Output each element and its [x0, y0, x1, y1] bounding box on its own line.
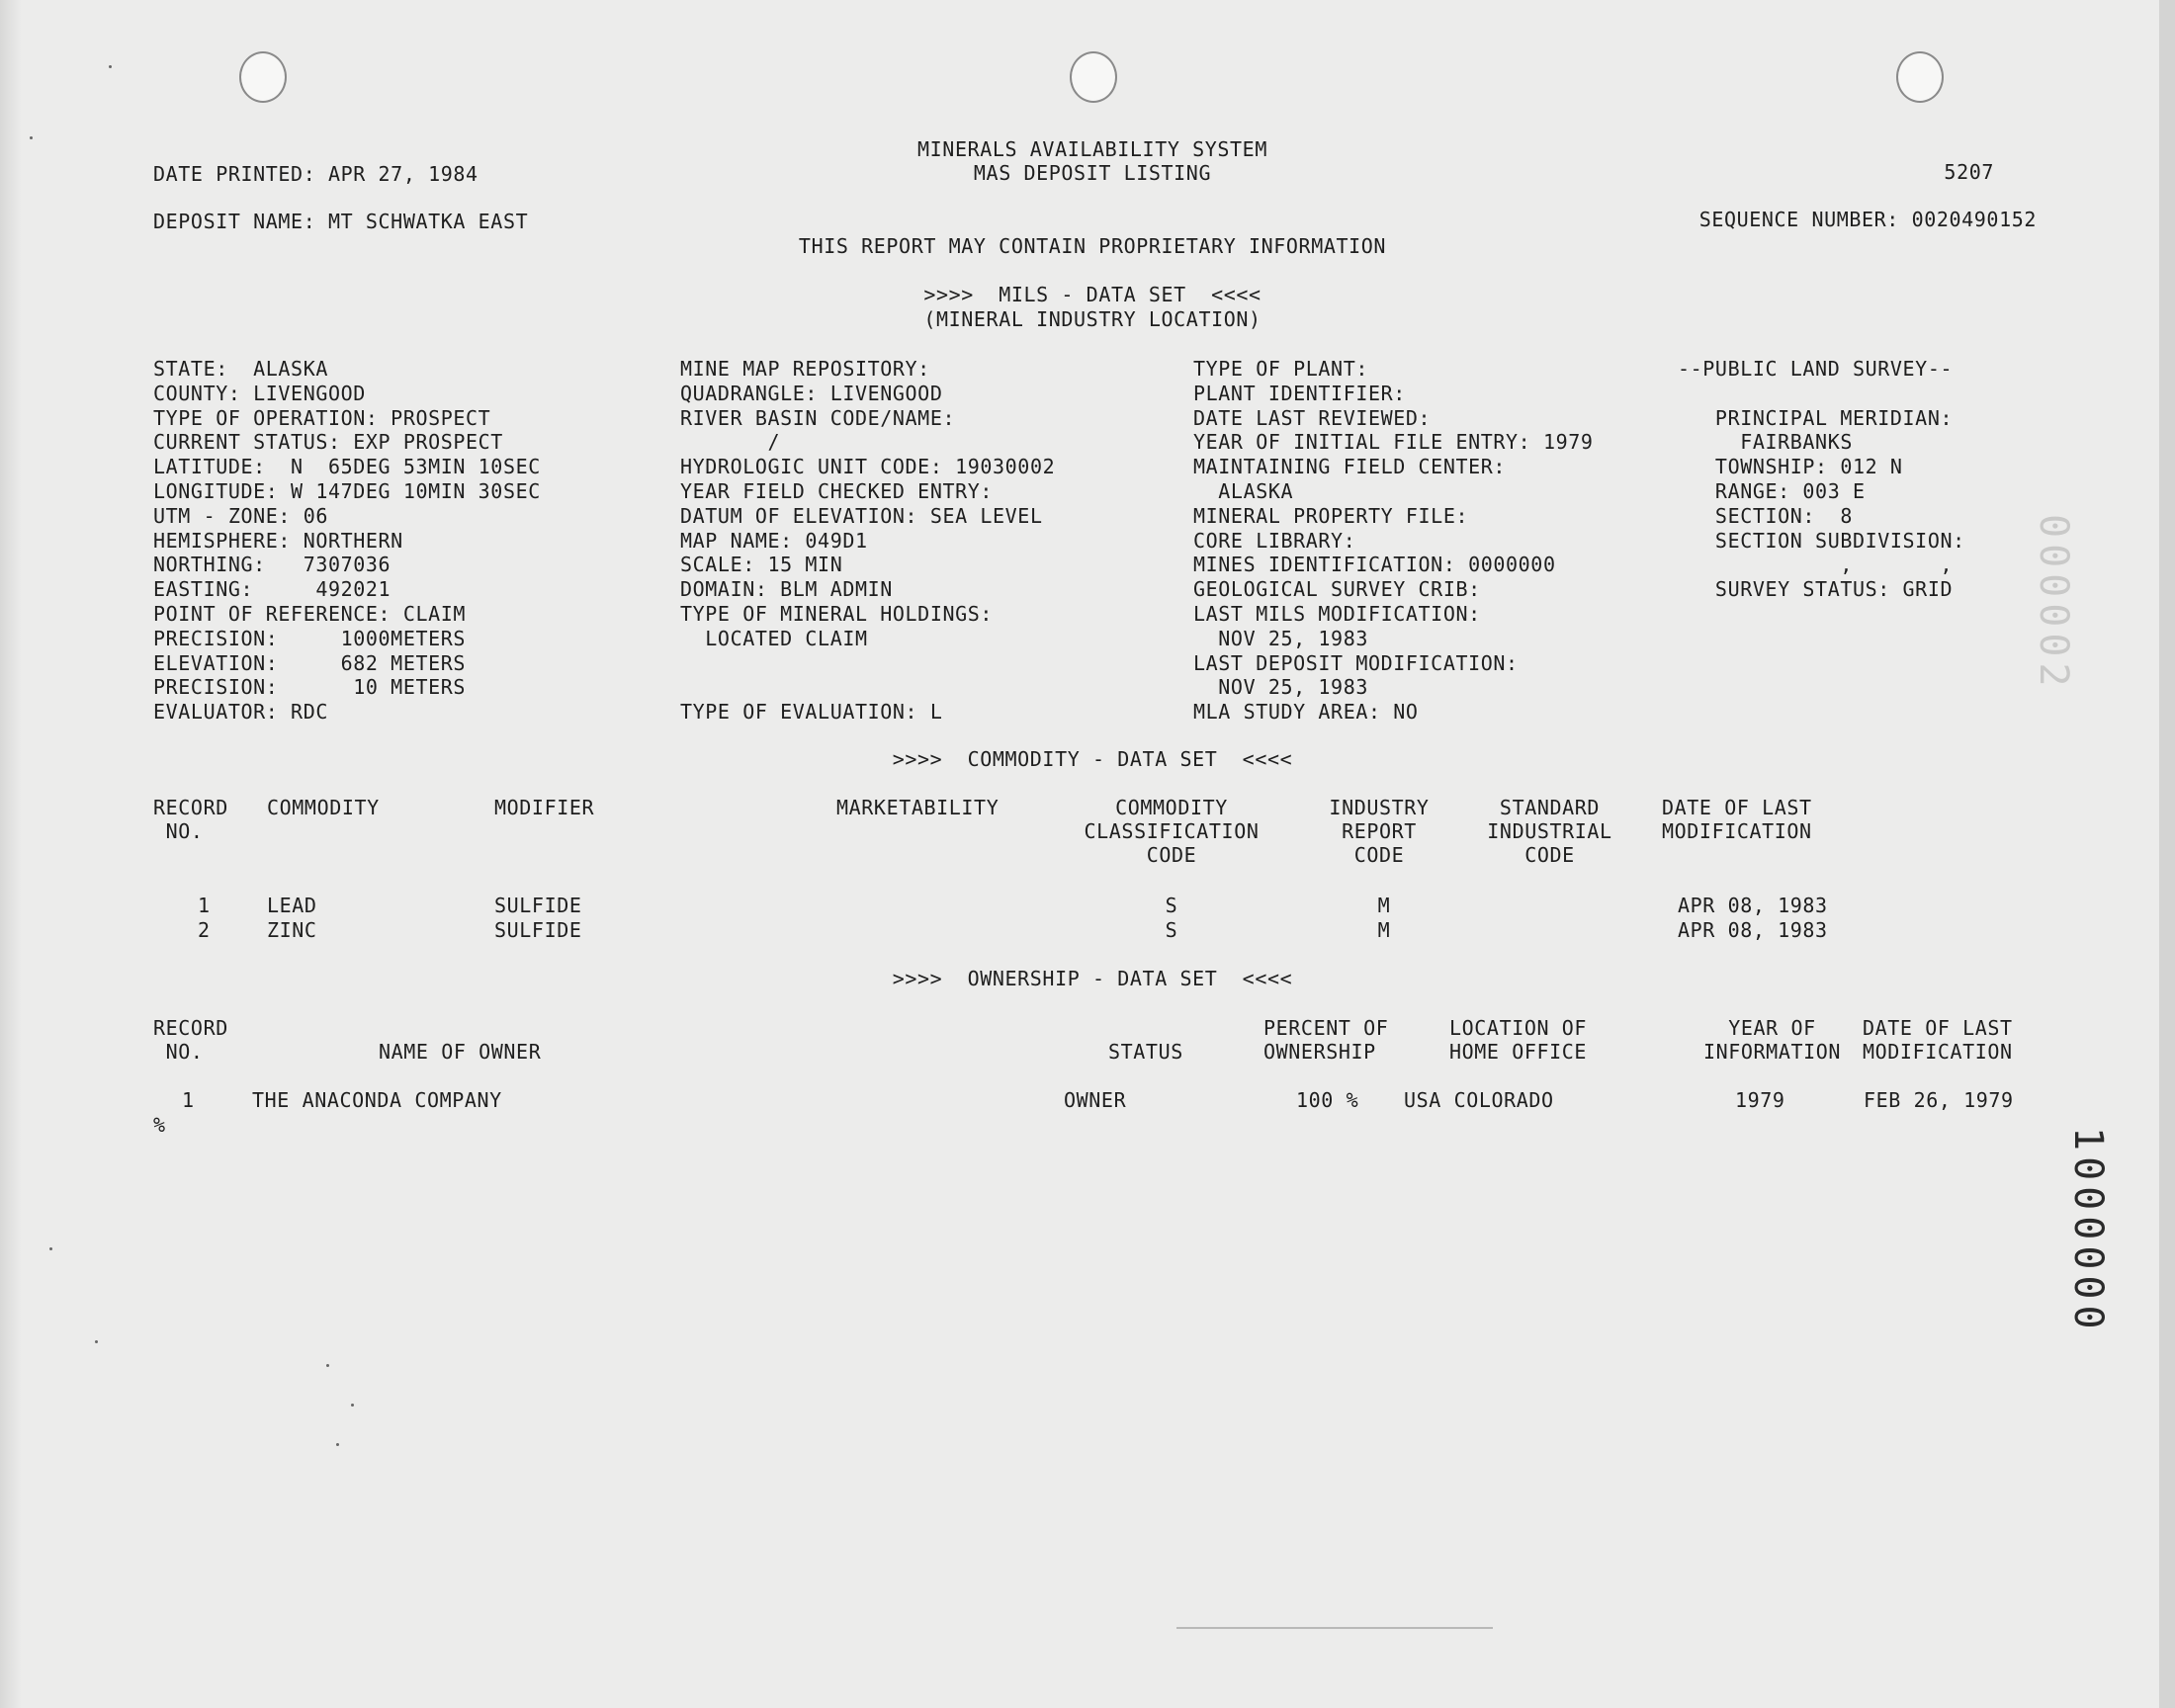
ownership-row-date: FEB 26, 1979 [1864, 1088, 2014, 1112]
mils-field: DATE LAST REVIEWED: [1193, 405, 1432, 430]
mils-field: TYPE OF MINERAL HOLDINGS: [680, 602, 994, 626]
commodity-row-modifier: SULFIDE [494, 918, 582, 942]
mils-field: MAINTAINING FIELD CENTER: [1193, 455, 1507, 479]
mils-field: SECTION: 8 [1678, 503, 1853, 528]
mils-field: STATE: ALASKA [153, 357, 328, 381]
ownership-trailer: % [153, 1113, 166, 1137]
mils-field: HEMISPHERE: NORTHERN [153, 528, 403, 553]
commodity-row-no: 1 [198, 894, 211, 917]
ownership-header-status: STATUS [1108, 1040, 1183, 1064]
mils-field: LATITUDE: N 65DEG 53MIN 10SEC [153, 455, 541, 479]
ownership-section-title: >>>> OWNERSHIP - DATA SET <<<< [892, 967, 1293, 990]
mils-field: FAIRBANKS [1678, 430, 1853, 455]
mils-field: CURRENT STATUS: EXP PROSPECT [153, 430, 503, 455]
mils-field: --PUBLIC LAND SURVEY-- [1678, 357, 1954, 381]
scan-line [1176, 1627, 1493, 1629]
ownership-header-record: RECORD NO. [153, 1016, 228, 1064]
scan-speck [336, 1443, 339, 1446]
mils-field: TYPE OF PLANT: [1193, 357, 1368, 381]
mils-field: COUNTY: LIVENGOOD [153, 381, 366, 405]
mils-field: MAP NAME: 049D1 [680, 528, 868, 553]
commodity-row-name: ZINC [267, 918, 317, 942]
ownership-row-owner: THE ANACONDA COMPANY [252, 1088, 502, 1112]
commodity-row-industry-code: M [1377, 894, 1391, 917]
commodity-row-modifier: SULFIDE [494, 894, 582, 917]
deposit-name: DEPOSIT NAME: MT SCHWATKA EAST [153, 210, 529, 233]
mils-field: DOMAIN: BLM ADMIN [680, 577, 893, 602]
commodity-row-industry-code: M [1377, 918, 1391, 942]
mils-field: POINT OF REFERENCE: CLAIM [153, 602, 467, 626]
commodity-header-marketability: MARKETABILITY [836, 796, 1000, 819]
mils-field: RANGE: 003 E [1678, 479, 1866, 503]
mils-field: UTM - ZONE: 06 [153, 503, 328, 528]
commodity-row-name: LEAD [267, 894, 317, 917]
mils-field: CORE LIBRARY: [1193, 528, 1356, 553]
punch-hole-left [239, 51, 287, 103]
mils-field: YEAR OF INITIAL FILE ENTRY: 1979 [1193, 430, 1594, 455]
mils-section-title: >>>> MILS - DATA SET <<<< [923, 283, 1262, 306]
ownership-header-location: LOCATION OF HOME OFFICE [1449, 1016, 1588, 1064]
ownership-header-year: YEAR OF INFORMATION [1702, 1016, 1842, 1064]
mils-field: NOV 25, 1983 [1193, 675, 1368, 700]
mils-field: TOWNSHIP: 012 N [1678, 455, 1903, 479]
mils-field: , , [1678, 553, 1954, 577]
sequence-number: SEQUENCE NUMBER: 0020490152 [1698, 208, 2037, 231]
commodity-header-classification: COMMODITY CLASSIFICATION CODE [1084, 796, 1260, 867]
ownership-header-date: DATE OF LAST MODIFICATION [1863, 1016, 2013, 1064]
scan-speck [109, 65, 112, 68]
mils-field: PRECISION: 1000METERS [153, 626, 467, 650]
mils-field: DATUM OF ELEVATION: SEA LEVEL [680, 503, 1043, 528]
mils-field: RIVER BASIN CODE/NAME: [680, 405, 956, 430]
ownership-row-location: USA COLORADO [1404, 1088, 1554, 1112]
date-printed: DATE PRINTED: APR 27, 1984 [153, 162, 478, 186]
mils-field: TYPE OF EVALUATION: L [680, 700, 943, 725]
commodity-header-modifier: MODIFIER [494, 796, 595, 819]
mils-field: NORTHING: 7307036 [153, 553, 392, 577]
mils-section-subtitle: (MINERAL INDUSTRY LOCATION) [923, 307, 1262, 331]
commodity-header-standard: STANDARD INDUSTRIAL CODE [1487, 796, 1612, 867]
scan-speck [95, 1340, 98, 1343]
mils-field: SURVEY STATUS: GRID [1678, 577, 1954, 602]
commodity-header-industry: INDUSTRY REPORT CODE [1329, 796, 1430, 867]
ghost-margin-stamp: 000002 [2031, 514, 2076, 693]
commodity-row-class-code: S [1165, 918, 1178, 942]
proprietary-notice: THIS REPORT MAY CONTAIN PROPRIETARY INFORMATION [798, 234, 1387, 258]
margin-stamp: 1000000 [2065, 1127, 2111, 1335]
commodity-row-date: APR 08, 1983 [1678, 918, 1828, 942]
commodity-row-no: 2 [198, 918, 211, 942]
commodity-header-record: RECORD NO. [153, 796, 228, 843]
mils-field: ELEVATION: 682 METERS [153, 650, 467, 675]
commodity-row-date: APR 08, 1983 [1678, 894, 1828, 917]
mils-field: LAST MILS MODIFICATION: [1193, 602, 1481, 626]
mils-field: PLANT IDENTIFIER: [1193, 381, 1406, 405]
scan-speck [49, 1247, 52, 1250]
commodity-header-commodity: COMMODITY [267, 796, 380, 819]
mils-field: LAST DEPOSIT MODIFICATION: [1193, 650, 1519, 675]
mils-field: MINERAL PROPERTY FILE: [1193, 503, 1469, 528]
ownership-row-status: OWNER [1064, 1088, 1127, 1112]
ownership-header-percent: PERCENT OF OWNERSHIP [1263, 1016, 1389, 1064]
mils-field: PRECISION: 10 METERS [153, 675, 467, 700]
ownership-row-year: 1979 [1735, 1088, 1785, 1112]
mils-field: EASTING: 492021 [153, 577, 392, 602]
mils-field: TYPE OF OPERATION: PROSPECT [153, 405, 491, 430]
mils-field: QUADRANGLE: LIVENGOOD [680, 381, 943, 405]
ownership-row-no: 1 [182, 1088, 195, 1112]
scan-speck [351, 1404, 354, 1407]
mils-field: HYDROLOGIC UNIT CODE: 19030002 [680, 455, 1056, 479]
mils-field: EVALUATOR: RDC [153, 700, 328, 725]
mils-field: GEOLOGICAL SURVEY CRIB: [1193, 577, 1481, 602]
commodity-header-date: DATE OF LAST MODIFICATION [1662, 796, 1812, 843]
mils-field: PRINCIPAL MERIDIAN: [1678, 405, 1954, 430]
mils-field: / [680, 430, 781, 455]
mils-field: SCALE: 15 MIN [680, 553, 843, 577]
commodity-section-title: >>>> COMMODITY - DATA SET <<<< [892, 747, 1293, 771]
listing-title: MAS DEPOSIT LISTING [973, 161, 1212, 185]
sheet-right-edge [2159, 0, 2175, 1708]
ownership-header-owner: NAME OF OWNER [379, 1040, 542, 1064]
commodity-row-class-code: S [1165, 894, 1178, 917]
mils-field: LOCATED CLAIM [680, 626, 868, 650]
sheet-left-edge [0, 0, 22, 1708]
mils-field: MLA STUDY AREA: NO [1193, 700, 1419, 725]
mils-field: MINE MAP REPOSITORY: [680, 357, 930, 381]
scan-speck [326, 1364, 329, 1367]
mils-field: LONGITUDE: W 147DEG 10MIN 30SEC [153, 479, 541, 503]
page-number: 5207 [1944, 160, 1994, 184]
system-title: MINERALS AVAILABILITY SYSTEM [917, 137, 1267, 161]
mils-field: NOV 25, 1983 [1193, 626, 1368, 650]
mils-field: ALASKA [1193, 479, 1294, 503]
mils-field: YEAR FIELD CHECKED ENTRY: [680, 479, 994, 503]
punch-hole-right [1896, 51, 1944, 103]
punch-hole-center [1070, 51, 1117, 103]
scan-speck [30, 136, 33, 139]
mils-field: SECTION SUBDIVISION: [1678, 528, 1965, 553]
ownership-row-percent: 100 % [1296, 1088, 1359, 1112]
mils-field: MINES IDENTIFICATION: 0000000 [1193, 553, 1556, 577]
